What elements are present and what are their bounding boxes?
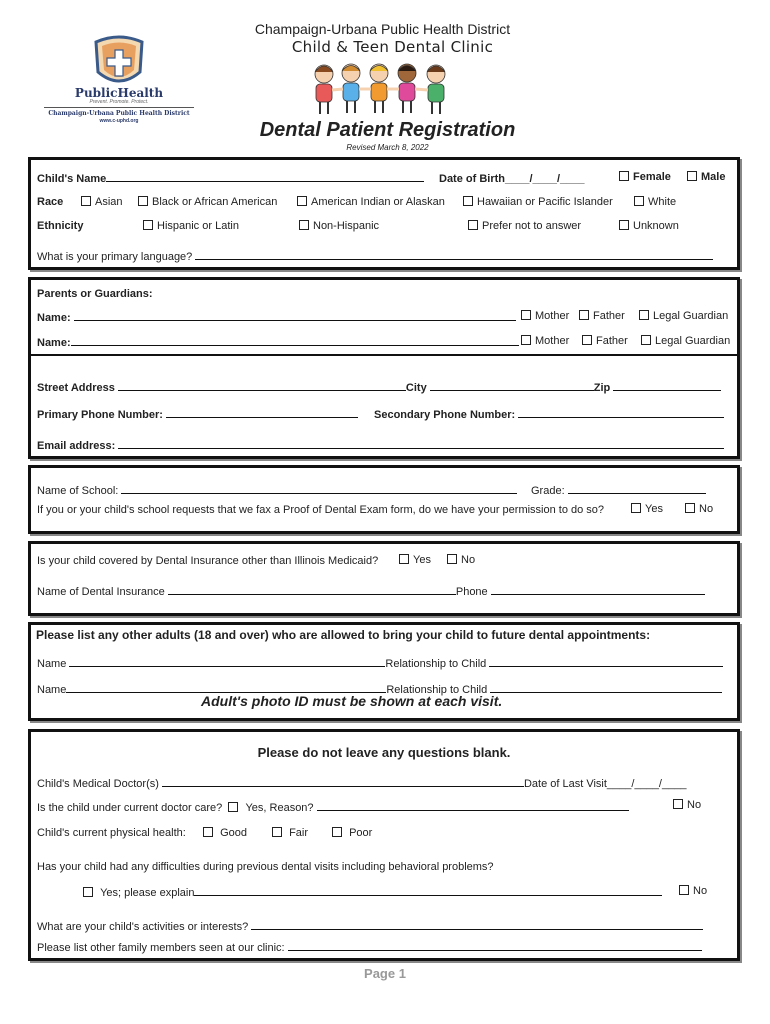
ethnicity-option-label: Hispanic or Latin — [157, 220, 239, 232]
do-not-leave-blank-heading: Please do not leave any questions blank. — [257, 745, 511, 760]
school-name-label: Name of School: — [37, 485, 119, 497]
father-label: Father — [596, 335, 628, 347]
section-divider — [31, 354, 737, 356]
race-asian-checkbox[interactable] — [81, 196, 91, 206]
ethnicity-option-label: Unknown — [633, 220, 679, 232]
logo — [44, 34, 194, 124]
race-option-label: American Indian or Alaskan — [311, 196, 445, 208]
dental-difficulty-question: Has your child had any difficulties during previous dental visits including behavioral problems? — [37, 861, 494, 873]
mother-label: Mother — [535, 335, 570, 347]
doctor-care-no-label: No — [687, 799, 702, 811]
adult-name-label: Name — [37, 684, 67, 696]
fax-permission-question: If you or your child's school requests that we fax a Proof of Dental Exam form, do we have your permission to do so? — [37, 504, 605, 516]
insurance-no-label: No — [461, 554, 476, 566]
revised-date: Revised March 8, 2022 — [346, 143, 429, 152]
street-address-label: Street Address — [37, 382, 115, 394]
doctor-care-reason-field[interactable] — [317, 800, 629, 811]
insurance-phone-label: Phone — [455, 586, 488, 598]
health-poor-checkbox[interactable] — [332, 827, 342, 837]
child-info-section — [28, 157, 740, 270]
fax-no-checkbox[interactable] — [685, 503, 695, 513]
logo-district-name: Champaign-Urbana Public Health District — [48, 110, 190, 117]
activities-field[interactable] — [251, 919, 703, 930]
parents-address-section — [28, 277, 740, 459]
race-black-checkbox[interactable] — [138, 196, 148, 206]
race-american-indian-checkbox[interactable] — [297, 196, 307, 206]
female-checkbox[interactable] — [619, 171, 629, 181]
relationship-label: Relationship to Child — [385, 658, 487, 670]
secondary-phone-label: Secondary Phone Number: — [374, 409, 516, 421]
parent-1-mother-checkbox[interactable] — [521, 310, 531, 320]
street-address-field[interactable] — [118, 380, 406, 391]
ethnicity-option-label: Non-Hispanic — [313, 220, 380, 232]
fax-yes-checkbox[interactable] — [631, 503, 641, 513]
adult-1-relationship-field[interactable] — [489, 656, 723, 667]
ethnicity-unknown-checkbox[interactable] — [619, 220, 629, 230]
race-white-checkbox[interactable] — [634, 196, 644, 206]
parent-1-name-field[interactable] — [74, 310, 516, 321]
parent-name-label: Name: — [37, 337, 71, 349]
insurance-phone-field[interactable] — [491, 584, 705, 595]
race-hawaiian-checkbox[interactable] — [463, 196, 473, 206]
other-adults-section — [28, 622, 740, 721]
male-label: Male — [701, 171, 726, 183]
logo-tagline: Prevent. Promote. Protect. — [89, 99, 149, 105]
medical-section — [28, 729, 740, 961]
physical-health-label: Child's current physical health: — [37, 827, 186, 839]
childs-name-label: Child's Name — [37, 173, 107, 185]
logo-org-name: PublicHealth — [74, 86, 164, 100]
insurance-no-checkbox[interactable] — [447, 554, 457, 564]
last-visit-field[interactable]: Date of Last Visit____/____/____ — [523, 778, 687, 790]
health-good-checkbox[interactable] — [203, 827, 213, 837]
mother-label: Mother — [535, 310, 570, 322]
district-title: Champaign-Urbana Public Health District — [254, 21, 511, 37]
difficulty-yes-checkbox[interactable] — [83, 887, 93, 897]
adult-name-label: Name — [37, 658, 67, 670]
adult-2-name-field[interactable] — [66, 682, 386, 693]
difficulty-no-label: No — [693, 885, 708, 897]
insurance-name-field[interactable] — [168, 584, 456, 595]
doctor-care-yes-label: Yes, Reason? — [245, 802, 314, 814]
legal-guardian-label: Legal Guardian — [653, 310, 729, 322]
adult-1-name-field[interactable] — [69, 656, 385, 667]
email-label: Email address: — [37, 440, 116, 452]
male-checkbox[interactable] — [687, 171, 697, 181]
city-field[interactable] — [430, 380, 594, 391]
city-label: City — [405, 382, 427, 394]
grade-label: Grade: — [531, 485, 565, 497]
difficulty-no-checkbox[interactable] — [679, 885, 689, 895]
ethnicity-prefer-not-checkbox[interactable] — [468, 220, 478, 230]
health-option-label: Fair — [289, 827, 309, 839]
zip-label: Zip — [593, 382, 611, 394]
shield-cross-icon — [44, 34, 194, 94]
secondary-phone-field[interactable] — [518, 407, 724, 418]
children-illustration — [306, 60, 456, 118]
parent-2-father-checkbox[interactable] — [582, 335, 592, 345]
parent-1-legal-guardian-checkbox[interactable] — [639, 310, 649, 320]
ethnicity-label: Ethnicity — [37, 220, 84, 232]
logo-url: www.c-uphd.org — [99, 118, 139, 124]
medical-doctor-label: Child's Medical Doctor(s) — [37, 778, 159, 790]
parent-2-legal-guardian-checkbox[interactable] — [641, 335, 651, 345]
grade-field[interactable] — [568, 483, 706, 494]
race-option-label: Black or African American — [152, 196, 278, 208]
childs-name-field[interactable] — [106, 171, 424, 182]
primary-phone-field[interactable] — [166, 407, 358, 418]
relationship-label: Relationship to Child — [386, 684, 488, 696]
primary-language-field[interactable] — [195, 249, 713, 260]
race-option-label: White — [648, 196, 677, 208]
school-name-field[interactable] — [121, 483, 517, 494]
page-number: Page 1 — [364, 966, 406, 981]
ethnicity-non-hispanic-checkbox[interactable] — [299, 220, 309, 230]
activities-label: What are your child's activities or interests? — [37, 921, 249, 933]
fax-no-label: No — [699, 503, 714, 515]
difficulty-explain-field[interactable] — [194, 885, 662, 896]
adult-2-relationship-field[interactable] — [490, 682, 722, 693]
insurance-section — [28, 541, 740, 616]
ethnicity-hispanic-checkbox[interactable] — [143, 220, 153, 230]
other-adults-heading: Please list any other adults (18 and over) who are allowed to bring your child to future dental appointments: — [36, 628, 651, 642]
dob-field[interactable]: Date of Birth____/____/____ — [439, 173, 585, 185]
health-option-label: Good — [220, 827, 247, 839]
clinic-title: Child & Teen Dental Clinic — [291, 38, 494, 56]
difficulty-yes-label: Yes; please explain — [100, 887, 195, 899]
family-members-field[interactable] — [288, 940, 702, 951]
ethnicity-option-label: Prefer not to answer — [482, 220, 582, 232]
race-option-label: Asian — [95, 196, 123, 208]
doctor-care-question: Is the child under current doctor care? — [37, 802, 223, 814]
email-field[interactable] — [118, 438, 724, 449]
fax-yes-label: Yes — [645, 503, 663, 515]
medical-doctor-field[interactable] — [162, 776, 524, 787]
parent-1-father-checkbox[interactable] — [579, 310, 589, 320]
photo-id-notice: Adult's photo ID must be shown at each visit. — [201, 693, 503, 709]
parent-2-name-field[interactable] — [71, 335, 519, 346]
father-label: Father — [593, 310, 625, 322]
insurance-yes-checkbox[interactable] — [399, 554, 409, 564]
race-label: Race — [37, 196, 64, 208]
insurance-question: Is your child covered by Dental Insurance other than Illinois Medicaid? — [37, 555, 379, 567]
primary-phone-label: Primary Phone Number: — [37, 409, 163, 421]
zip-field[interactable] — [613, 380, 721, 391]
parent-name-label: Name: — [37, 312, 71, 324]
doctor-care-yes-checkbox[interactable] — [228, 802, 238, 812]
form-title: Dental Patient Registration — [259, 119, 516, 141]
health-option-label: Poor — [349, 827, 373, 839]
legal-guardian-label: Legal Guardian — [655, 335, 731, 347]
school-section — [28, 465, 740, 534]
race-option-label: Hawaiian or Pacific Islander — [477, 196, 613, 208]
primary-language-label: What is your primary language? — [37, 251, 193, 263]
logo-divider — [44, 107, 194, 108]
doctor-care-no-checkbox[interactable] — [673, 799, 683, 809]
family-members-label: Please list other family members seen at our clinic: — [37, 942, 285, 954]
insurance-name-label: Name of Dental Insurance — [37, 586, 165, 598]
female-label: Female — [633, 171, 671, 183]
insurance-yes-label: Yes — [413, 554, 431, 566]
health-fair-checkbox[interactable] — [272, 827, 282, 837]
parent-2-mother-checkbox[interactable] — [521, 335, 531, 345]
parents-heading: Parents or Guardians: — [37, 288, 153, 300]
